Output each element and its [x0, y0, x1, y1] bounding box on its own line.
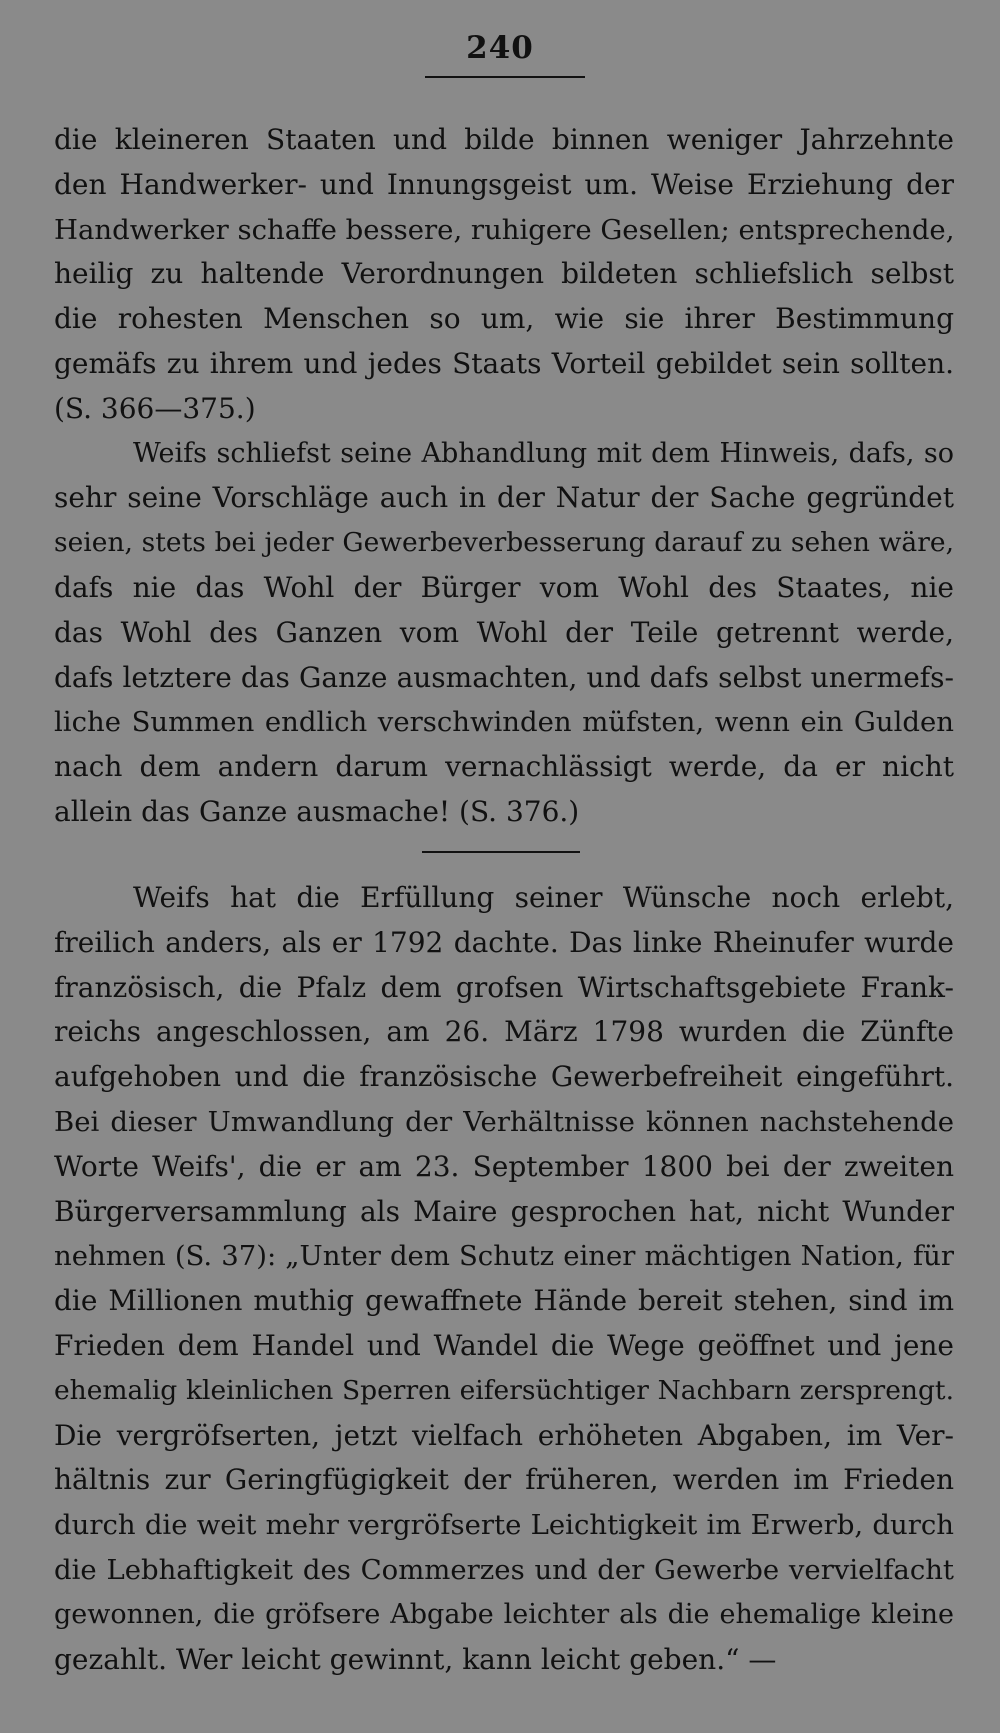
text-line: sehr seine Vorschläge auch in der Natur der Sache gegründet: [54, 481, 954, 515]
text-line: Handwerker schaffe bessere, ruhigere Gesellen; entsprechende,: [54, 213, 954, 246]
paragraph-2: [54, 432, 954, 835]
text-line: Frieden dem Handel und Wandel die Wege geöffnet und jene: [54, 1328, 954, 1362]
paragraph-1: [54, 118, 954, 432]
text-line: Bei dieser Umwandlung der Verhältnisse können nachstehende: [54, 1105, 954, 1138]
text-line: reichs angeschlossen, am 26. März 1798 wurden die Zünfte: [54, 1015, 954, 1049]
text-line: nehmen (S. 37): „Unter dem Schutz einer mächtigen Nation, für: [54, 1240, 954, 1273]
text-line: gemäfs zu ihrem und jedes Staats Vorteil gebildet sein sollten.: [54, 346, 954, 380]
text-line: seien, stets bei jeder Gewerbeverbesserung darauf zu sehen wäre,: [54, 527, 954, 559]
text-line: freilich anders, als er 1792 dachte. Das linke Rheinufer wurde: [54, 925, 954, 959]
paragraph-3: [54, 876, 954, 1682]
text-line: nach dem andern darum vernachlässigt werde, da er nicht: [54, 750, 954, 784]
text-line: die kleineren Staaten und bilde binnen weniger Jahrzehnte: [54, 123, 954, 156]
text-line: allein das Ganze ausmache! (S. 376.): [54, 794, 580, 828]
text-line: Die vergröfserten, jetzt vielfach erhöheten Abgaben, im Ver-: [54, 1418, 954, 1452]
text-line: dafs letztere das Ganze ausmachten, und dafs selbst unermefs-: [54, 660, 954, 694]
text-line: gewonnen, die gröfsere Abgabe leichter als die ehemalige kleine: [54, 1598, 954, 1630]
page-number: 240: [466, 30, 534, 66]
text-line: heilig zu haltende Verordnungen bildeten schliefslich selbst: [54, 257, 954, 291]
text-line: gezahlt. Wer leicht gewinnt, kann leicht geben.“ —: [54, 1642, 777, 1676]
text-line: Bürgerversammlung als Maire gesprochen hat, nicht Wunder: [54, 1194, 954, 1228]
text-line: ehemalig kleinlichen Sperren eifersüchtiger Nachbarn zersprengt.: [54, 1374, 954, 1406]
text-line: das Wohl des Ganzen vom Wohl der Teile getrennt werde,: [54, 615, 954, 649]
text-line: durch die weit mehr vergröfserte Leichtigkeit im Erwerb, durch: [54, 1509, 954, 1542]
text-line: aufgehoben und die französische Gewerbefreiheit eingeführt.: [54, 1060, 954, 1094]
text-line: die rohesten Menschen so um, wie sie ihrer Bestimmung: [54, 302, 954, 336]
text-line: Weifs hat die Erfüllung seiner Wünsche noch erlebt,: [133, 881, 954, 914]
section-divider: [422, 851, 580, 853]
text-block-bottom: [54, 876, 954, 1682]
text-line: Weifs schliefst seine Abhandlung mit dem Hinweis, dafs, so: [133, 437, 954, 469]
text-line: die Millionen muthig gewaffnete Hände bereit stehen, sind im: [54, 1284, 954, 1318]
text-line: die Lebhaftigkeit des Commerzes und der Gewerbe vervielfacht: [54, 1553, 954, 1586]
text-line: hältnis zur Geringfügigkeit der früheren, werden im Frieden: [54, 1463, 954, 1497]
text-line: französisch, die Pfalz dem grofsen Wirtschaftsgebiete Frank-: [54, 970, 954, 1004]
text-line: (S. 366—375.): [54, 391, 256, 425]
header-rule: [425, 76, 585, 78]
text-block-top: [54, 118, 954, 835]
text-line: Worte Weifs', die er am 23. September 1800 bei der zweiten: [54, 1149, 954, 1183]
text-line: liche Summen endlich verschwinden müfsten, wenn ein Gulden: [54, 706, 954, 739]
text-line: dafs nie das Wohl der Bürger vom Wohl des Staates, nie: [54, 570, 954, 604]
text-line: den Handwerker- und Innungsgeist um. Weise Erziehung der: [54, 167, 954, 201]
